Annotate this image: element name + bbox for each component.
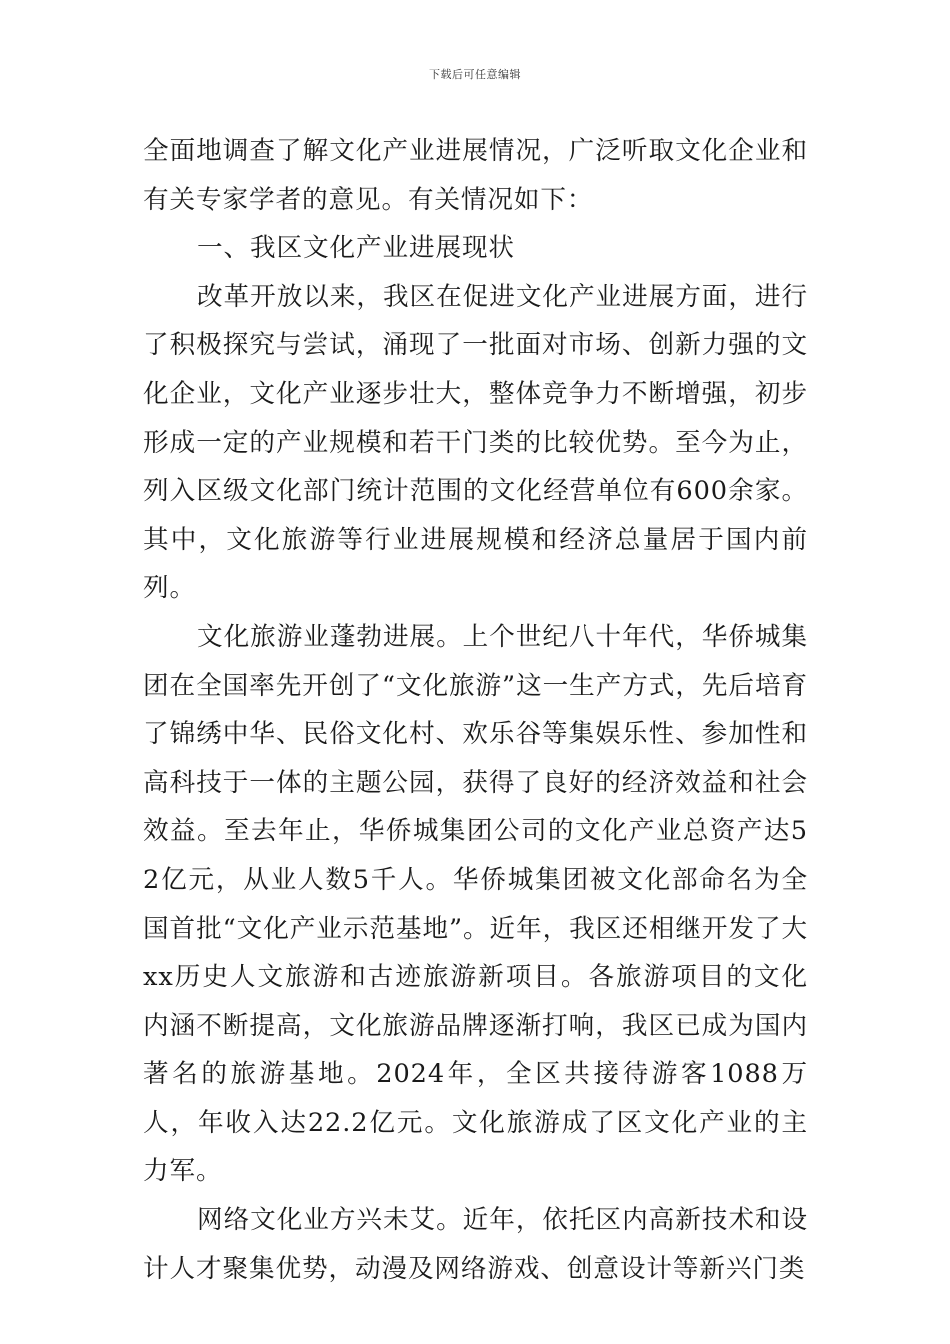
continuation-paragraph: 全面地调查了解文化产业进展情况，广泛听取文化企业和有关专家学者的意见。有关情况如下： bbox=[143, 136, 808, 215]
header-note: 下载后可任意编辑 bbox=[429, 68, 521, 81]
paragraph-network-culture: 网络文化业方兴未艾。近年，依托区内高新技术和设计人才聚集优势，动漫及网络游戏、创意设计等新兴门类 bbox=[143, 1205, 808, 1284]
paragraph-cultural-tourism: 文化旅游业蓬勃进展。上个世纪八十年代，华侨城集团在全国率先开创了“文化旅游”这一生产方式，先后培育了锦绣中华、民俗文化村、欢乐谷等集娱乐性、参加性和高科技于一体的主题公园，获得了良好的经济效益和社会效益。至去年止，华侨城集团公司的文化产业总资产达52亿元，从业人数5千人。华侨城集团被文化部命名为全国首批“文化产业示范基地”。近年，我区还相继开发了大xx历史人文旅游和古迹旅游新项目。各旅游项目的文化内涵不断提高，文化旅游品牌逐渐打响，我区已成为国内著名的旅游基地。2024年，全区共接待游客1088万人，年收入达22.2亿元。文化旅游成了区文化产业的主力军。 bbox=[143, 621, 808, 1187]
document-body bbox=[143, 127, 808, 1293]
paragraph-overview: 改革开放以来，我区在促进文化产业进展方面，进行了积极探究与尝试，涌现了一批面对市场、创新力强的文化企业，文化产业逐步壮大，整体竞争力不断增强，初步形成一定的产业规模和若干门类的比较优势。至今为止，列入区级文化部门统计范围的文化经营单位有600余家。其中，文化旅游等行业进展规模和经济总量居于国内前列。 bbox=[143, 281, 808, 604]
section-heading: 一、我区文化产业进展现状 bbox=[197, 233, 515, 264]
